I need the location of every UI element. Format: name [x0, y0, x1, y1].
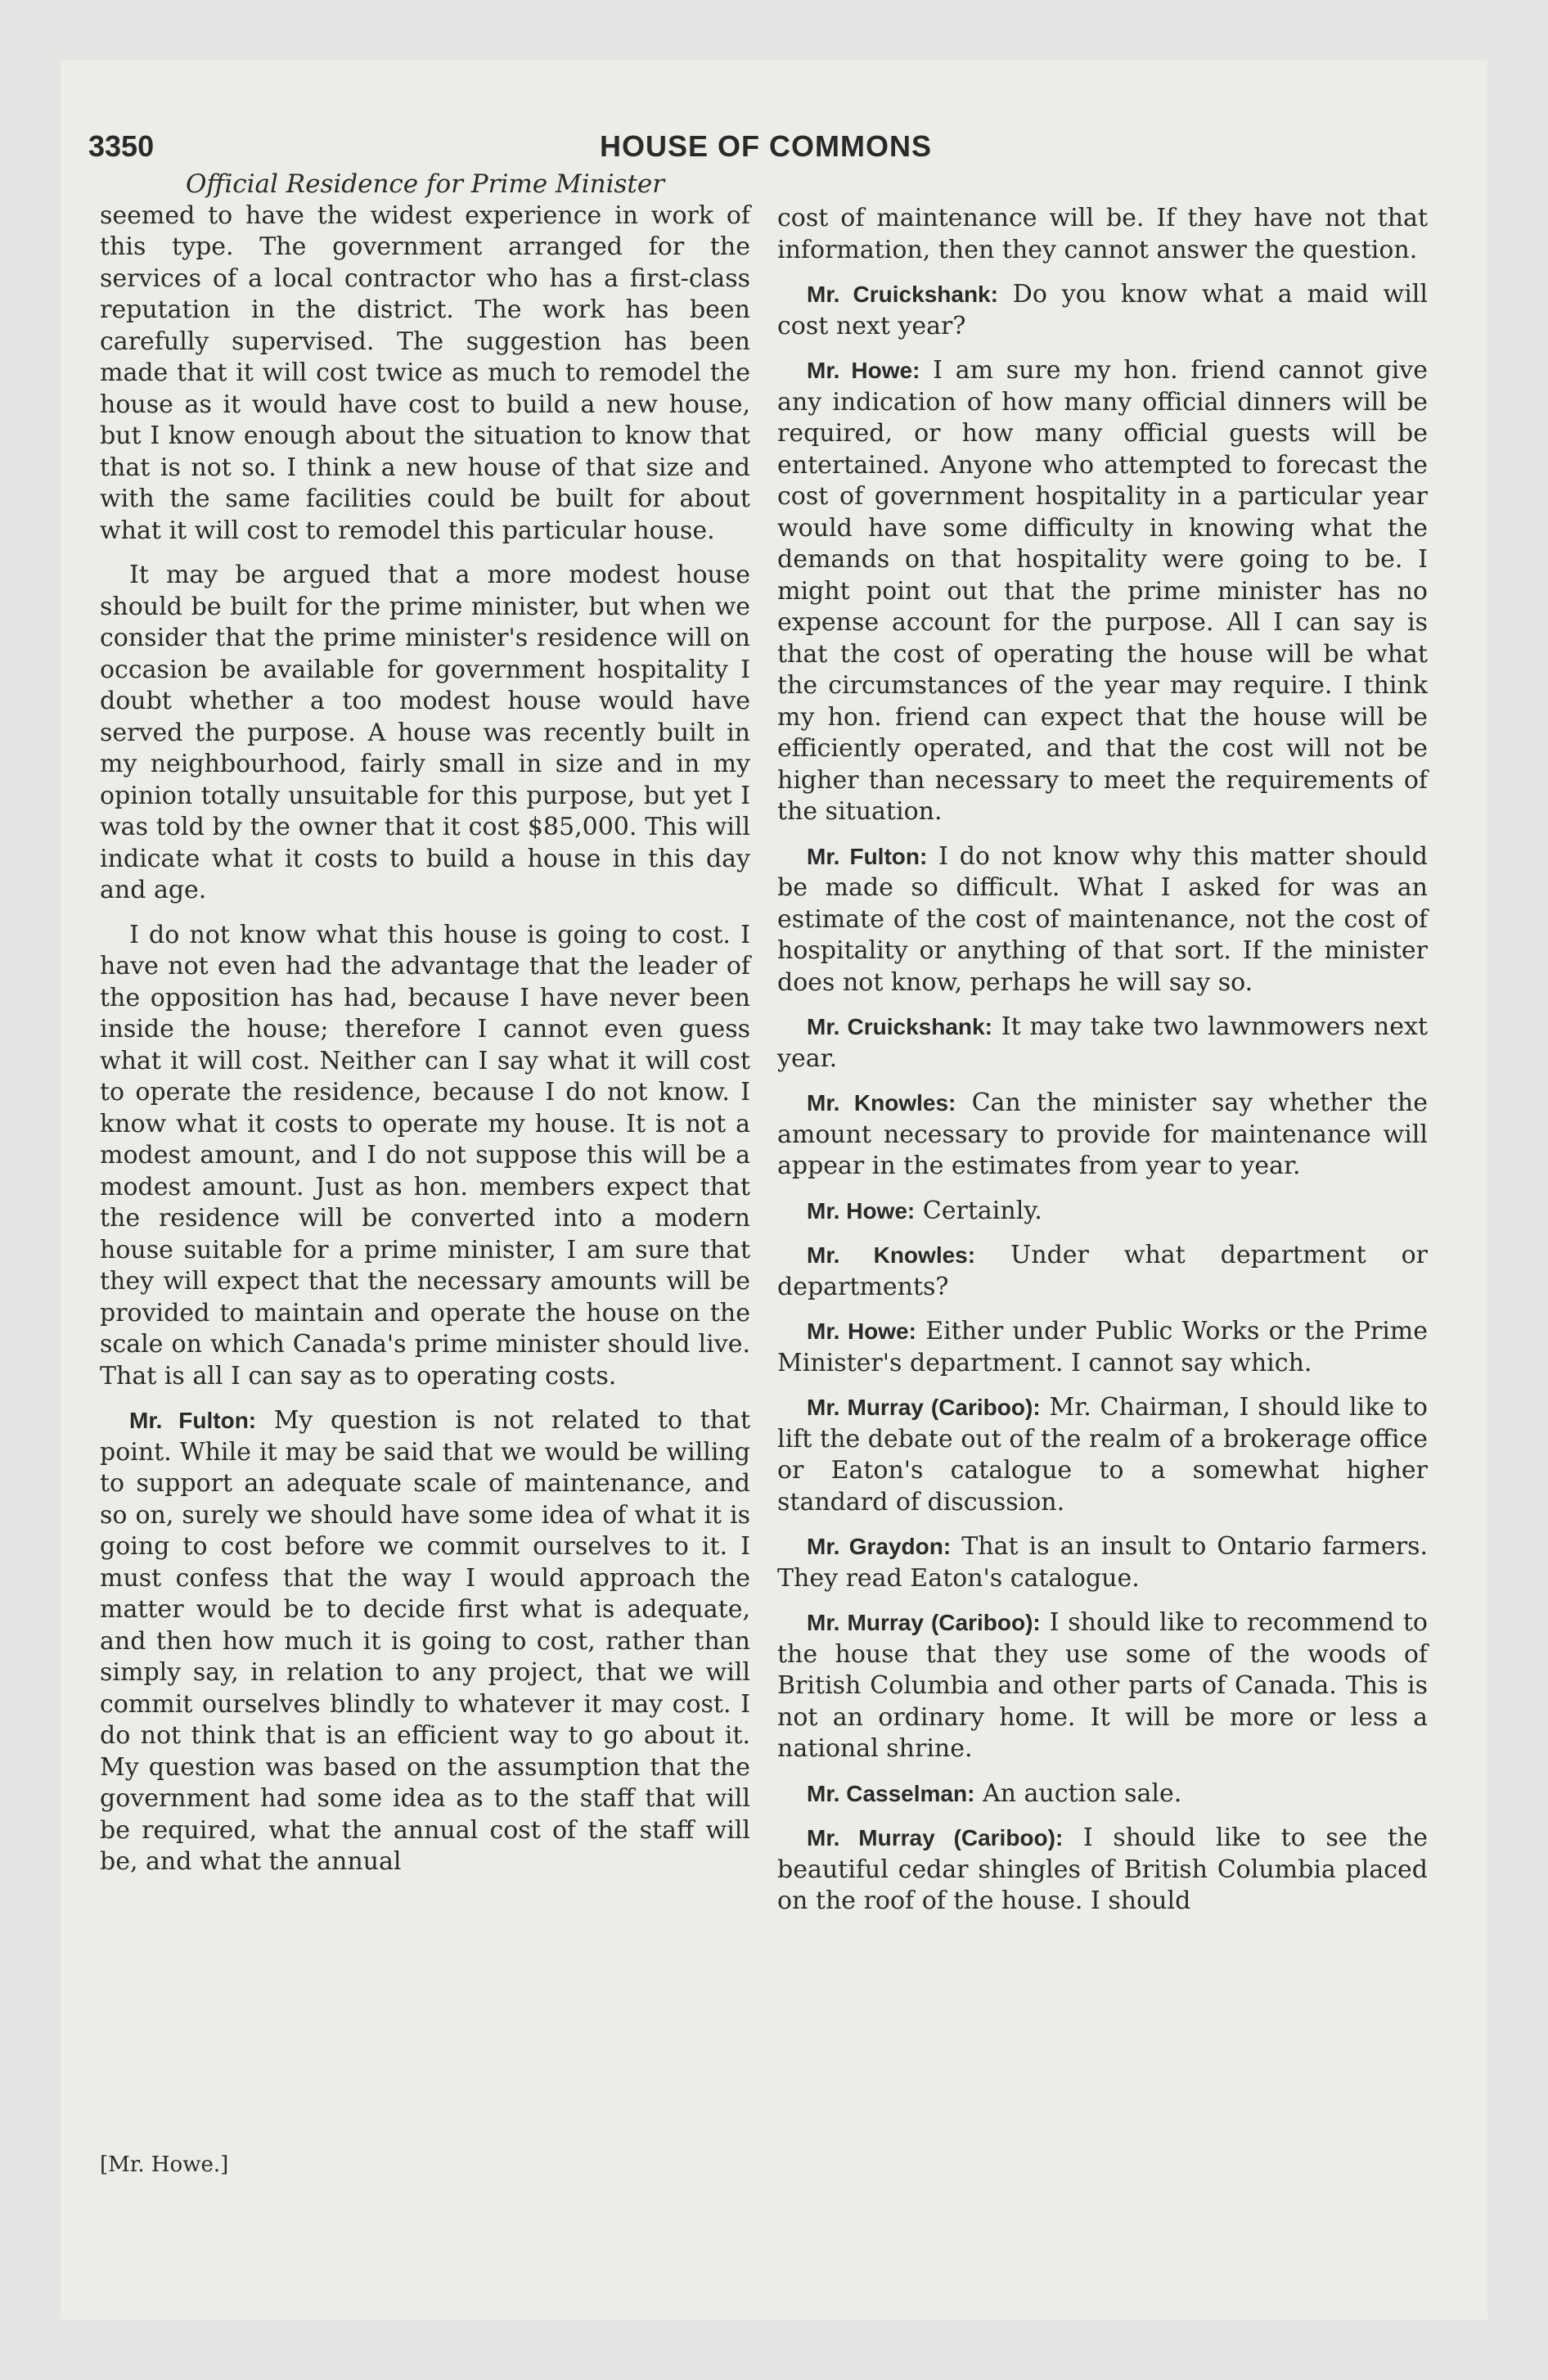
- speech-paragraph: [777, 1607, 1428, 1765]
- speech-paragraph: [777, 1823, 1428, 1918]
- speech-paragraph: [777, 1088, 1428, 1183]
- speech-paragraph: [100, 1405, 750, 1878]
- speech-text: I should like to recommend to the house that they use some of the woods of British Columbia and other parts of Canada. This is not an ordinary home. It will be more or less a national shrine.: [777, 1608, 1428, 1763]
- speech-text: My question is not related to that point. While it may be said that we would be willing to support an adequate scale of maintenance, and so on, surely we should have some idea of what it is going to cost before we commit ourselves to it. I must confess that the way I would approach the matter would be to decide first what is adequate, and then how much it is going to cost, rather than simply say, in relation to any project, that we will commit ourselves blindly to whatever it may cost. I do not think that is an efficient way to go about it. My question was based on the assumption that the government had some idea as to the staff that will be required, what the annual cost of the staff will be, and what the annual: [100, 1406, 750, 1876]
- speech-paragraph: [777, 1012, 1428, 1075]
- speech-text: Mr. Chairman, I should like to lift the debate out of the realm of a brokerage office or Eaton's catalogue to a somewhat higher standard of discussion.: [777, 1393, 1428, 1517]
- speech-paragraph: [777, 1196, 1428, 1228]
- speaker-name: Mr. Murray (Cariboo):: [807, 1610, 1041, 1635]
- speech-text: Can the minister say whether the amount necessary to provide for maintenance will appear in the estimates from year to year.: [777, 1089, 1428, 1180]
- right-column: [777, 203, 1428, 1931]
- speech-paragraph: [777, 1531, 1428, 1594]
- left-column: [100, 169, 750, 1891]
- speaker-name: Mr. Murray (Cariboo):: [807, 1395, 1041, 1420]
- speaker-name: Mr. Cruickshank:: [807, 282, 998, 307]
- speaker-name: Mr. Cruickshank:: [807, 1014, 992, 1039]
- paragraph: seemed to have the widest experience in work of this type. The government arranged for the services of a local contractor who has a first-class reputation in the district. The work has been carefully supervised. The suggestion has been made that it will cost twice as much to remodel the house as it would have cost to build a new house, but I know enough about the situation to know that that is not so. I think a new house of that size and with the same facilities could be built for about what it will cost to remodel this particular house.: [100, 201, 750, 545]
- speech-text: I am sure my hon. friend cannot give any indication of how many official dinners will be required, or how many official guests will be entertained. Anyone who attempted to forecast the cost of government hospitality in a particular year would have some difficulty in knowing what the demands on that hospitality were going to be. I might point out that the prime minister has no expense account for the purpose. All I can say is that the cost of operating the house will be what the circumstances of the year may require. I think my hon. friend can expect that the house will be efficiently operated, and that the cost will not be higher than necessary to meet the requirements of the situation.: [777, 356, 1429, 826]
- speaker-name: Mr. Knowles:: [807, 1242, 976, 1268]
- speech-text: Certainly.: [922, 1196, 1042, 1225]
- speech-paragraph: [777, 1778, 1428, 1810]
- speech-paragraph: [777, 1392, 1428, 1518]
- speaker-name: Mr. Casselman:: [807, 1780, 975, 1806]
- speaker-name: Mr. Fulton:: [807, 843, 928, 869]
- speech-paragraph: [777, 841, 1428, 999]
- speech-text: I should like to see the beautiful cedar shingles of British Columbia placed on the roof of the house. I should: [777, 1823, 1429, 1915]
- paragraph: I do not know what this house is going to cost. I have not even had the advantage that the leader of the opposition has had, because I have never been inside the house; therefore I cannot even guess what it will cost. Neither can I say what it will cost to operate the residence, because I do not know. I know what it costs to operate my house. It is not a modest amount, and I do not suppose this will be a modest amount. Just as hon. members expect that the residence will be converted into a modern house suitable for a prime minister, I am sure that they will expect that the necessary amounts will be provided to maintain and operate the house on the scale on which Canada's prime minister should live. That is all I can say as to operating costs.: [100, 920, 750, 1391]
- speaker-name: Mr. Murray (Cariboo):: [807, 1825, 1064, 1850]
- speaker-name: Mr. Graydon:: [807, 1534, 952, 1559]
- paragraph: cost of maintenance will be. If they have not that information, then they cannot answer the question.: [777, 204, 1428, 264]
- paragraph: It may be argued that a more modest house should be built for the prime minister, but when we consider that the prime minister's residence will on occasion be available for government hospitality I doubt whether a too modest house would have served the purpose. A house was recently built in my neighbourhood, fairly small in size and in my opinion totally unsuitable for this purpose, but yet I was told by the owner that it cost $85,000. This will indicate what it costs to build a house in this day and age.: [100, 561, 750, 904]
- speaker-name: Mr. Howe:: [807, 358, 920, 383]
- speaker-name: Mr. Knowles:: [807, 1090, 956, 1116]
- page-footer: [Mr. Howe.]: [100, 2152, 229, 2177]
- speech-text: I do not know why this matter should be made so difficult. What I asked for was an estimate of the cost of maintenance, not the cost of hospitality or anything of that sort. If the minister does not know, perhaps he will say so.: [777, 841, 1428, 997]
- page-number: 3350: [88, 129, 155, 163]
- speech-paragraph: [777, 279, 1428, 342]
- speech-text: That is an insult to Ontario farmers. They read Eaton's catalogue.: [777, 1532, 1428, 1593]
- document-title: HOUSE OF COMMONS: [600, 129, 933, 163]
- speaker-name: Mr. Howe:: [807, 1197, 916, 1224]
- speech-text: An auction sale.: [982, 1778, 1182, 1808]
- speech-text: Either under Public Works or the Prime Minister's department. I cannot say which.: [777, 1317, 1428, 1377]
- speech-paragraph: [777, 355, 1428, 828]
- section-subheading: Official Residence for Prime Minister: [185, 169, 665, 199]
- speech-text: Do you know what a maid will cost next year?: [777, 280, 1428, 340]
- speech-paragraph: [777, 1240, 1428, 1303]
- speaker-name: Mr. Howe:: [807, 1318, 916, 1344]
- speech-text: Under what department or departments?: [777, 1241, 1428, 1301]
- speech-text: It may take two lawnmowers next year.: [777, 1012, 1428, 1073]
- speech-paragraph: [777, 1316, 1428, 1379]
- speaker-name: Mr. Fulton:: [129, 1408, 257, 1433]
